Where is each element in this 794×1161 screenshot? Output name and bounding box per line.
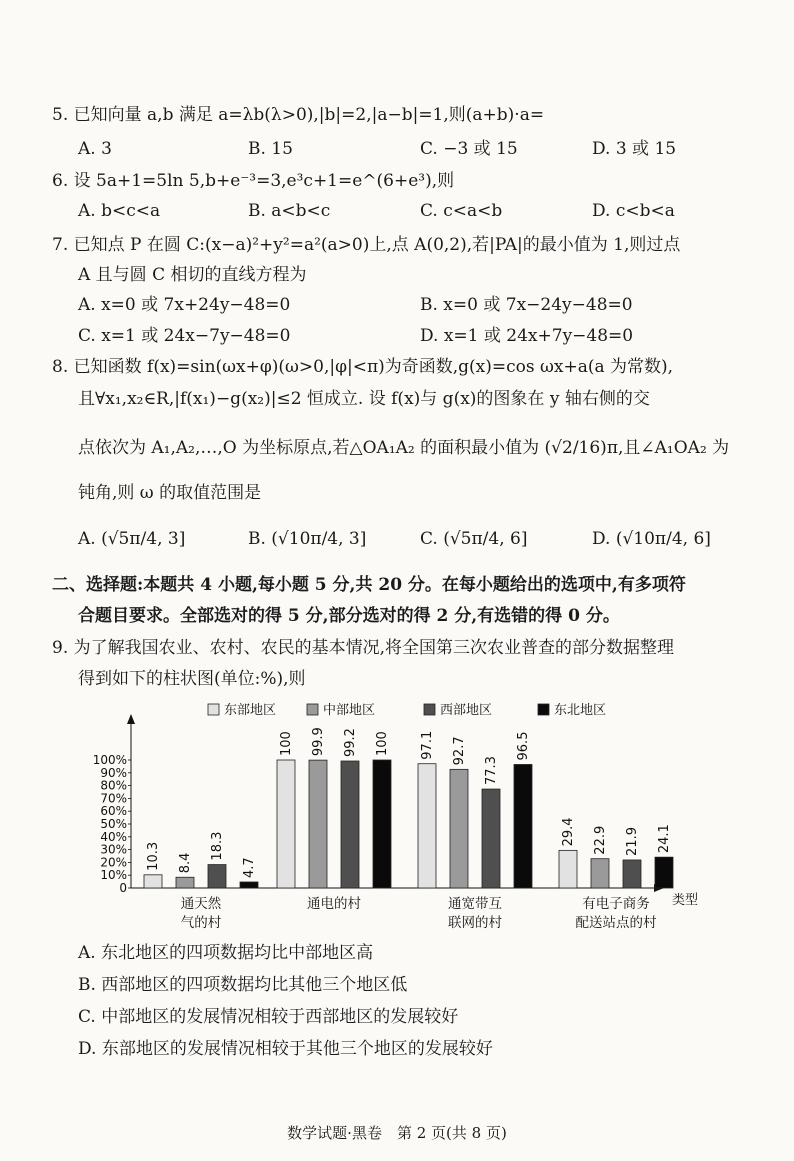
q9-option-a: A. 东北地区的四项数据均比中部地区高 <box>78 943 374 963</box>
y-tick-label-4: 40% <box>100 829 127 844</box>
bar-3-1 <box>418 764 436 888</box>
q5-option-b: B. 15 <box>248 139 293 159</box>
category-label-2-1: 通电的村 <box>307 896 361 912</box>
q9-option-c: C. 中部地区的发展情况相较于西部地区的发展较好 <box>78 1007 459 1027</box>
q8-option-d: D. (√10π/4, 6] <box>592 529 711 549</box>
bar-value-label-2-4: 100 <box>375 731 390 756</box>
bar-4-2 <box>591 859 609 888</box>
y-tick-label-0: 0 <box>119 881 127 895</box>
q7-option-a: A. x=0 或 7x+24y−48=0 <box>78 295 291 315</box>
bar-1-2 <box>176 877 194 888</box>
q8-option-c: C. (√5π/4, 6] <box>420 529 528 549</box>
legend-swatch-3 <box>424 704 435 715</box>
q7-stem-line2: A 且与圆 C 相切的直线方程为 <box>78 265 307 285</box>
bar-value-label-4-1: 29.4 <box>561 817 576 847</box>
bar-2-4 <box>373 760 391 888</box>
q8-option-b: B. (√10π/4, 3] <box>248 529 367 549</box>
q9-stem-line1: 9. 为了解我国农业、农村、农民的基本情况,将全国第三次农业普查的部分数据整理 <box>52 638 675 658</box>
q5-option-d: D. 3 或 15 <box>592 139 677 159</box>
legend-swatch-1 <box>208 704 219 715</box>
category-label-1-2: 气的村 <box>180 915 222 931</box>
bar-value-label-1-3: 18.3 <box>210 831 225 861</box>
bar-value-label-2-2: 99.9 <box>311 727 326 757</box>
bar-2-3 <box>341 761 359 888</box>
y-tick-label-9: 90% <box>100 765 127 780</box>
bar-3-3 <box>482 789 500 888</box>
q7-option-d: D. x=1 或 24x+7y−48=0 <box>420 326 634 346</box>
legend-swatch-4 <box>538 704 549 715</box>
bar-3-4 <box>514 764 532 888</box>
bar-1-4 <box>240 882 258 888</box>
y-tick-label-6: 60% <box>100 804 127 819</box>
section2-heading-line1: 二、选择题:本题共 4 小题,每小题 5 分,共 20 分。在每小题给出的选项中,有多项符 <box>52 575 686 595</box>
q8-stem-line4: 钝角,则 ω 的取值范围是 <box>78 483 262 503</box>
q9-stem-line2: 得到如下的柱状图(单位:%),则 <box>78 669 306 689</box>
q8-stem-line3: 点依次为 A₁,A₂,…,O 为坐标原点,若△OA₁A₂ 的面积最小值为 (√2/16)π,且∠A₁OA₂ 为 <box>78 438 730 458</box>
bar-2-2 <box>309 760 327 888</box>
q8-option-a: A. (√5π/4, 3] <box>78 529 186 549</box>
legend-label-2: 中部地区 <box>323 703 376 718</box>
legend-label-4: 东北地区 <box>554 703 607 718</box>
y-tick-label-7: 70% <box>100 791 127 806</box>
q8-stem-line2: 且∀x₁,x₂∈R,|f(x₁)−g(x₂)|≤2 恒成立. 设 f(x)与 g(x)的图象在 y 轴右侧的交 <box>78 389 650 409</box>
y-tick-label-10: 100% <box>92 753 127 767</box>
section2-heading-line2: 合题目要求。全部选对的得 5 分,部分选对的得 2 分,有选错的得 0 分。 <box>78 606 620 626</box>
category-label-3-1: 通宽带互 <box>448 896 502 912</box>
q6-option-d: D. c<b<a <box>592 201 675 221</box>
legend-swatch-2 <box>307 704 318 715</box>
bar-value-label-4-4: 24.1 <box>657 824 672 854</box>
q5-option-a: A. 3 <box>78 139 112 159</box>
category-label-4-1: 有电子商务 <box>582 896 650 912</box>
q6-option-a: A. b<c<a <box>78 201 161 221</box>
q6-option-b: B. a<b<c <box>248 201 331 221</box>
q9-option-d: D. 东部地区的发展情况相较于其他三个地区的发展较好 <box>78 1039 493 1059</box>
y-tick-label-3: 30% <box>100 842 127 857</box>
legend-label-1: 东部地区 <box>224 703 277 718</box>
q6-option-c: C. c<a<b <box>420 201 503 221</box>
y-tick-label-2: 20% <box>100 855 127 870</box>
bar-1-1 <box>144 875 162 888</box>
bar-value-label-1-1: 10.3 <box>146 841 161 871</box>
bar-value-label-3-2: 92.7 <box>452 736 467 766</box>
bar-value-label-3-3: 77.3 <box>484 756 499 786</box>
bar-4-4 <box>655 857 673 888</box>
q7-option-c: C. x=1 或 24x−7y−48=0 <box>78 326 291 346</box>
y-tick-label-1: 10% <box>100 868 127 883</box>
y-tick-label-5: 50% <box>100 817 127 831</box>
x-axis-label: 类型 <box>672 893 699 908</box>
category-label-4-2: 配送站点的村 <box>575 915 657 931</box>
page-footer: 数学试题·黑卷 第 2 页(共 8 页) <box>287 1124 507 1142</box>
bar-value-label-3-1: 97.1 <box>420 730 435 760</box>
bar-3-2 <box>450 769 468 888</box>
q5-option-c: C. −3 或 15 <box>420 139 518 159</box>
q6-stem: 6. 设 5a+1=5ln 5,b+e⁻³=3,e³c+1=e^(6+e³),则 <box>52 171 455 191</box>
bar-1-3 <box>208 865 226 888</box>
bar-value-label-2-3: 99.2 <box>343 728 358 758</box>
bar-2-1 <box>277 760 295 888</box>
q7-stem-line1: 7. 已知点 P 在圆 C:(x−a)²+y²=a²(a>0)上,点 A(0,2),若|PA|的最小值为 1,则过点 <box>52 235 681 255</box>
bar-value-label-4-3: 21.9 <box>625 827 640 856</box>
bar-chart <box>0 692 794 942</box>
bar-value-label-2-1: 100 <box>279 731 294 756</box>
bar-4-1 <box>559 850 577 888</box>
bar-value-label-4-2: 22.9 <box>593 825 608 855</box>
bar-4-3 <box>623 860 641 888</box>
bar-value-label-3-4: 96.5 <box>516 731 531 761</box>
legend-label-3: 西部地区 <box>440 703 493 718</box>
category-label-3-2: 联网的村 <box>448 915 502 931</box>
y-axis-arrow <box>127 714 135 724</box>
bar-value-label-1-4: 4.7 <box>242 857 257 878</box>
q8-stem-line1: 8. 已知函数 f(x)=sin(ωx+φ)(ω>0,|φ|<π)为奇函数,g(x)=cos ωx+a(a 为常数), <box>52 357 674 377</box>
q7-option-b: B. x=0 或 7x−24y−48=0 <box>420 295 633 315</box>
y-tick-label-8: 80% <box>100 778 127 793</box>
bar-value-label-1-2: 8.4 <box>178 852 193 874</box>
q5-stem: 5. 已知向量 a,b 满足 a=λb(λ>0),|b|=2,|a−b|=1,则(a+b)·a= <box>52 105 545 125</box>
category-label-1-1: 通天然 <box>180 896 222 912</box>
q9-option-b: B. 西部地区的四项数据均比其他三个地区低 <box>78 975 408 995</box>
